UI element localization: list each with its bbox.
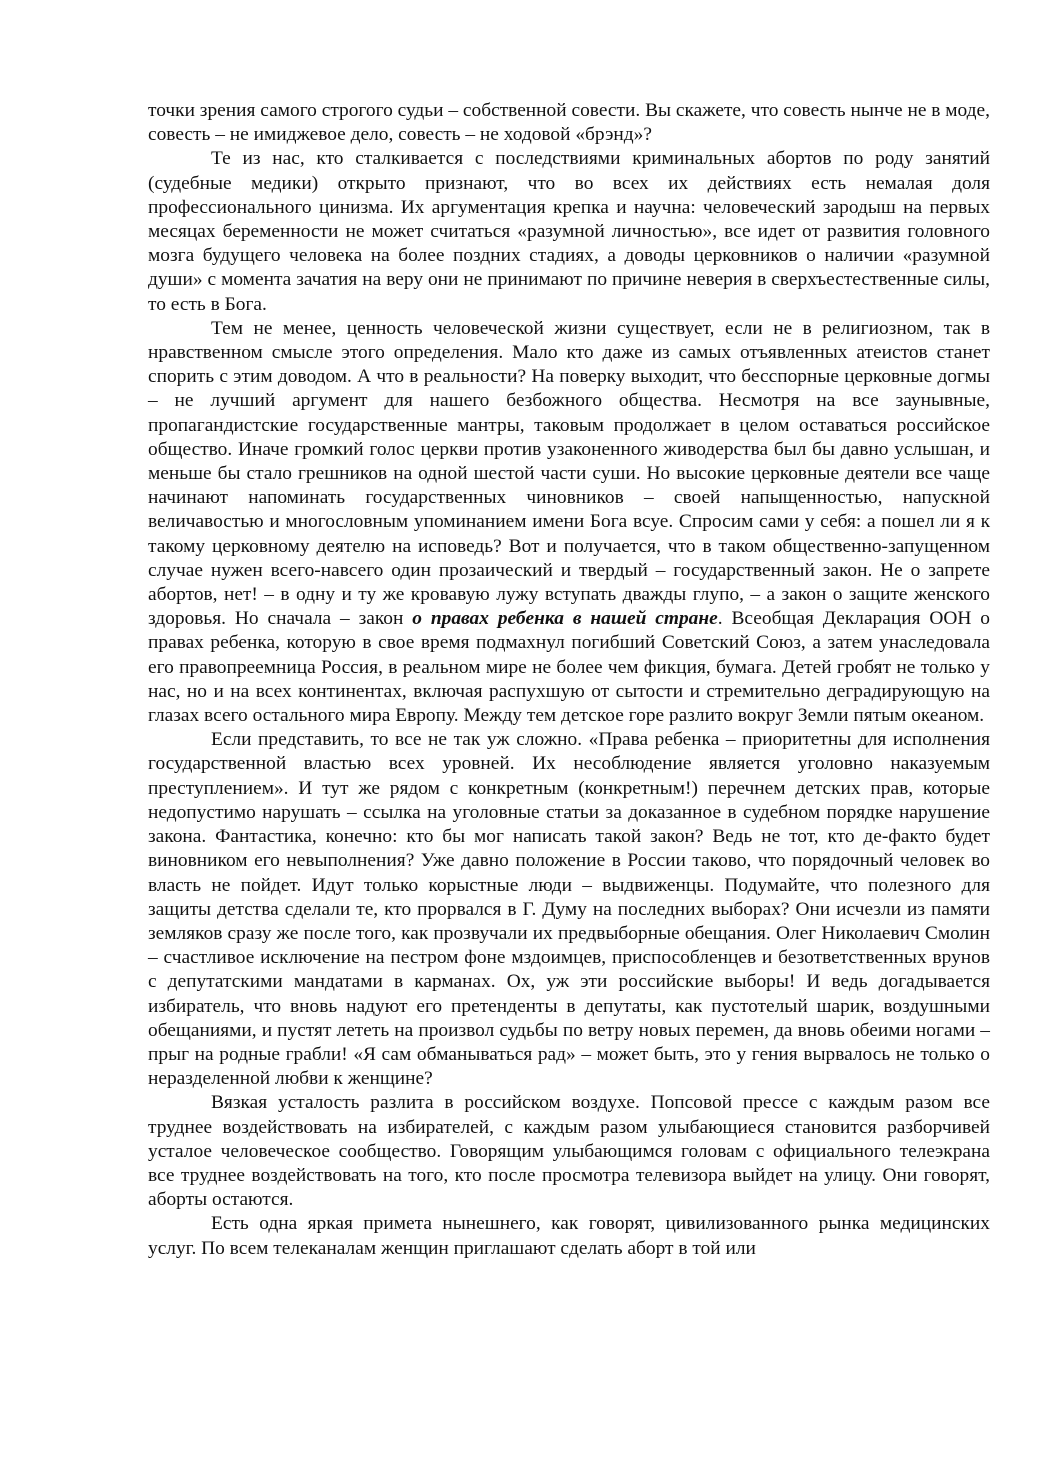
document-page [148,99,990,1261]
paragraph-3-text-part-2: . Всеобщая Декларация ООН о правах ребенка, которую в свое время подмахнул погибший Советский Союз, а затем унаследовала его правопреемница Россия, в реальном мире не более чем фикция, бумага. Детей гробят не только у нас, но и на всех континентах, включая распухшую от сытости и стремительно деградирующую на глазах всего остального мира Европу. Между тем детское горе разлито вокруг Земли пятым океаном. [148,608,990,727]
paragraph-6 [148,1212,990,1260]
paragraph-6-text: Есть одна яркая примета нынешнего, как говорят, цивилизованного рынка медицинских услуг. По всем телеканалам женщин приглашают сделать аборт в той или [148,1213,990,1259]
paragraph-1 [148,99,990,147]
paragraph-4-text: Если представить, то все не так уж сложно. «Права ребенка – приоритетны для исполнения государственной властью всех уровней. Их несоблюдение является уголовно наказуемым преступлением». И тут же рядом с конкретным (конкретным!) перечнем детских прав, которые недопустимо нарушать – ссылка на уголовные статьи за доказанное в судебном порядке нарушение закона. Фантастика, конечно: кто бы мог написать такой закон? Ведь не тот, кто де-факто будет виновником его невыполнения? Уже давно положение в России таково, что порядочный человек во власть не пойдет. Идут только корыстные люди – выдвиженцы. Подумайте, что полезного для защиты детства сделали те, кто прорвался в Г. Думу на последних выборах? Они исчезли из памяти земляков сразу же после того, как прозвучали их предвыборные обещания. Олег Николаевич Смолин – счастливое исключение на пестром фоне мздоимцев, приспособленцев и безответственных врунов с депутатскими мандатами в карманах. Ох, уж эти российские выборы! И ведь догадывается избиратель, что вновь надуют его претенденты в депутаты, как пустотелый шарик, воздушными обещаниями, и пустят лететь на произвол судьбы по ветру новых перемен, да вновь обеими ногами – прыг на родные грабли! «Я сам обманываться рад» – может быть, это у гения вырвалось не только о неразделенной любви к женщине? [148,729,990,1090]
paragraph-1-text: точки зрения самого строгого судьи – собственной совести. Вы скажете, что совесть нынче не в моде, совесть – не имиджевое дело, совесть – не ходовой «брэнд»? [148,100,991,146]
paragraph-3-emphasis: о правах ребенка в нашей стране [412,608,718,630]
paragraph-2 [148,147,990,316]
paragraph-5 [148,1091,990,1212]
paragraph-3-text-part-1: Тем не менее, ценность человеческой жизни существует, если не в религиозном, так в нравственном смысле этого определения. Мало кто даже из самых отъявленных атеистов станет спорить с этим доводом. А что в реальности? На поверку выходит, что бесспорные церковные догмы – не лучший аргумент для нашего безбожного общества. Несмотря на все заунывные, пропагандистские государственные мантры, таковым продолжает в целом оставаться российское общество. Иначе громкий голос церкви против узаконенного живодерства был бы давно услышан, и меньше бы стало грешников на одной шестой части суши. Но высокие церковные деятели все чаще начинают напоминать государственных чиновников – своей напыщенностью, напускной величавостью и многословным упоминанием имени Бога всуе. Спросим сами у себя: а пошел ли я к такому церковному деятелю на исповедь? Вот и получается, что в таком общественно-запущенном случае нужен всего-навсего один прозаический и твердый – государственный закон. Не о запрете абортов, нет! – в одну и ту же кровавую лужу вступать дважды глупо, – а закон о защите женского здоровья. Но сначала – закон [148,317,990,630]
paragraph-2-text: Те из нас, кто сталкивается с последствиями криминальных абортов по роду занятий (судебные медики) открыто признают, что во всех их действиях есть немалая доля профессионального цинизма. Их аргументация крепка и научна: человеческий зародыш на первых месяцах беременности не может считаться «разумной личностью», все идет от развития головного мозга будущего человека на более поздних стадиях, а доводы церковников о наличии «разумной души» с момента зачатия на веру они не принимают по причине неверия в сверхъестественные силы, то есть в Бога. [148,148,990,315]
paragraph-4 [148,728,990,1091]
paragraph-5-text: Вязкая усталость разлита в российском воздухе. Попсовой прессе с каждым разом все труднее воздействовать на избирателей, с каждым разом улыбающиеся становится разборчивей усталое человеческое сообщество. Говорящим улыбающимся головам с официального телеэкрана все труднее воздействовать на того, кто после просмотра телевизора выйдет на улицу. Они говорят, аборты остаются. [148,1092,990,1211]
paragraph-3 [148,317,990,728]
